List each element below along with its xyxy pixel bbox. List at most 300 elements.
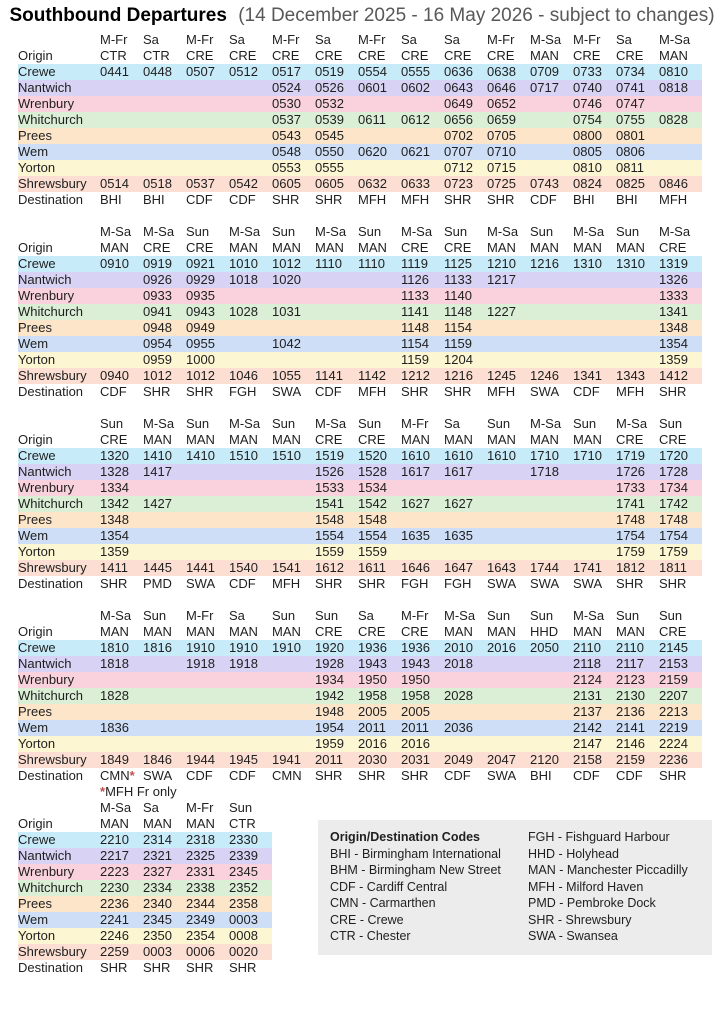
time-cell: 2345 xyxy=(229,864,258,879)
footnote-line xyxy=(100,784,724,800)
day-header-cell: Sa xyxy=(616,32,632,47)
time-cell xyxy=(186,96,229,112)
time-cell: 0530 xyxy=(272,96,301,111)
time-cell: 1548 xyxy=(358,512,387,527)
time-cell: 2050 xyxy=(530,640,559,655)
time-cell xyxy=(143,528,186,544)
time-cell: 1010 xyxy=(229,256,258,271)
time-cell: 2142 xyxy=(573,720,602,735)
time-cell xyxy=(186,704,229,720)
day-header-cell: M-Fr xyxy=(100,32,128,47)
destination-cell: CDF xyxy=(100,384,127,399)
origin-code-cell: MAN xyxy=(229,624,258,639)
time-cell xyxy=(573,528,616,544)
time-cell: 1216 xyxy=(530,256,559,271)
destination-cell: SHR xyxy=(186,960,214,975)
time-cell xyxy=(530,272,573,288)
time-cell: 1754 xyxy=(659,528,688,543)
day-header-cell: Sun xyxy=(487,608,511,623)
time-cell: 0723 xyxy=(444,176,473,191)
destination-cell: SHR xyxy=(272,192,300,207)
time-cell: 0507 xyxy=(186,64,215,79)
time-cell: 2207 xyxy=(659,688,688,703)
day-header-row xyxy=(18,416,702,432)
time-cell: 1836 xyxy=(100,720,129,735)
origin-code-cell: MAN xyxy=(229,240,258,255)
row-label-blank xyxy=(18,32,100,48)
origin-code-cell: CRE xyxy=(616,432,644,447)
station-row-prees xyxy=(18,896,272,912)
station-name: Crewe xyxy=(18,64,56,79)
time-cell: 1341 xyxy=(659,304,688,319)
timetable-block-3 xyxy=(0,416,724,592)
origin-code-cell: MAN xyxy=(358,240,387,255)
time-cell: 0601 xyxy=(358,80,387,95)
legend-entry: FGH - Fishguard Harbour xyxy=(528,830,670,844)
time-cell: 0709 xyxy=(530,64,559,79)
time-cell: 1142 xyxy=(358,368,386,383)
time-cell: 0707 xyxy=(444,144,473,159)
time-cell xyxy=(229,480,272,496)
time-cell: 0824 xyxy=(573,176,602,191)
station-row-wem xyxy=(18,912,272,928)
time-cell: 2327 xyxy=(143,864,172,879)
origin-code-cell: CRE xyxy=(229,48,257,63)
time-cell xyxy=(530,736,573,752)
time-cell xyxy=(186,544,229,560)
destination-cell: SHR xyxy=(659,576,687,591)
time-cell xyxy=(229,720,272,736)
station-name: Shrewsbury xyxy=(18,560,87,575)
time-cell xyxy=(530,336,573,352)
day-header-cell: M-Sa xyxy=(573,224,605,239)
day-header-cell: M-Fr xyxy=(186,608,214,623)
destination-cell: CMN* xyxy=(100,768,135,783)
time-cell xyxy=(229,352,272,368)
time-cell: 1617 xyxy=(444,464,473,479)
time-cell: 1343 xyxy=(616,368,645,383)
time-cell: 0941 xyxy=(143,304,172,319)
time-cell: 2159 xyxy=(659,672,688,687)
time-cell xyxy=(401,512,444,528)
station-name: Wem xyxy=(18,912,49,927)
station-name: Nantwich xyxy=(18,272,72,287)
day-header-cell: M-Sa xyxy=(229,224,261,239)
time-cell xyxy=(229,144,272,160)
time-cell: 1410 xyxy=(186,448,215,463)
destination-row xyxy=(18,576,702,592)
origin-code-cell: MAN xyxy=(487,240,516,255)
time-cell: 1540 xyxy=(229,560,258,575)
time-cell: 2358 xyxy=(229,896,258,911)
station-name: Prees xyxy=(18,896,52,911)
time-cell: 1627 xyxy=(401,496,430,511)
time-cell xyxy=(229,672,272,688)
origin-code-cell: MAN xyxy=(186,624,215,639)
destination-cell: SHR xyxy=(444,384,472,399)
time-cell: 1643 xyxy=(487,560,516,575)
time-cell: 2030 xyxy=(358,752,387,767)
time-cell xyxy=(358,96,401,112)
time-cell: 0919 xyxy=(143,256,172,271)
time-cell xyxy=(186,736,229,752)
time-cell: 0747 xyxy=(616,96,645,111)
time-cell: 0542 xyxy=(229,176,258,191)
station-row-wrenbury xyxy=(18,672,702,688)
time-cell xyxy=(143,160,186,176)
station-row-crewe xyxy=(18,256,702,272)
time-cell xyxy=(143,704,186,720)
time-cell: 2219 xyxy=(659,720,688,735)
time-cell: 2223 xyxy=(100,864,129,879)
station-row-whitchurch xyxy=(18,496,702,512)
time-cell xyxy=(487,528,530,544)
day-header-row xyxy=(18,608,702,624)
time-cell: 2016 xyxy=(401,736,430,751)
time-cell: 0811 xyxy=(616,160,644,175)
time-cell xyxy=(444,480,487,496)
time-cell xyxy=(100,272,143,288)
origin-code-cell: CTR xyxy=(143,48,170,63)
time-cell xyxy=(272,496,315,512)
time-cell: 0008 xyxy=(229,928,258,943)
time-cell xyxy=(100,144,143,160)
origin-label: Origin xyxy=(18,624,53,639)
day-header-cell: Sun xyxy=(100,416,124,431)
station-row-wrenbury xyxy=(18,96,702,112)
time-cell: 1936 xyxy=(358,640,387,655)
timetable-block-4 xyxy=(0,608,724,800)
origin-header-row xyxy=(18,432,702,448)
destination-label: Destination xyxy=(18,960,84,975)
origin-code-cell: MAN xyxy=(272,624,301,639)
time-cell: 1759 xyxy=(616,544,645,559)
time-cell: 1744 xyxy=(530,560,559,575)
time-cell xyxy=(616,272,659,288)
row-label-blank xyxy=(18,608,100,624)
day-header-cell: Sun xyxy=(659,608,683,623)
destination-cell: MFH xyxy=(659,192,688,207)
time-cell: 1141 xyxy=(401,304,429,319)
time-cell: 0532 xyxy=(315,96,344,111)
station-name: Crewe xyxy=(18,256,56,271)
time-cell xyxy=(573,544,616,560)
time-cell xyxy=(487,672,530,688)
time-cell: 1754 xyxy=(616,528,645,543)
time-cell: 0555 xyxy=(401,64,430,79)
destination-cell: CDF xyxy=(186,192,213,207)
time-cell: 0659 xyxy=(487,112,516,127)
station-row-nantwich xyxy=(18,464,702,480)
time-cell xyxy=(444,512,487,528)
time-cell: 1140 xyxy=(444,288,472,303)
day-header-cell: Sun xyxy=(444,224,468,239)
origin-code-cell: CRE xyxy=(401,240,429,255)
time-cell xyxy=(229,464,272,480)
time-cell xyxy=(186,144,229,160)
time-cell xyxy=(530,720,573,736)
time-cell xyxy=(487,704,530,720)
origin-code-cell: CRE xyxy=(573,48,601,63)
time-cell: 1816 xyxy=(143,640,172,655)
origin-code-cell: MAN xyxy=(530,240,559,255)
time-cell: 2325 xyxy=(186,848,215,863)
time-cell xyxy=(143,720,186,736)
time-cell: 1348 xyxy=(100,512,129,527)
day-header-cell: M-Sa xyxy=(100,608,132,623)
station-name: Crewe xyxy=(18,448,56,463)
time-cell: 0524 xyxy=(272,80,301,95)
time-cell xyxy=(573,320,616,336)
time-cell: 2159 xyxy=(616,752,645,767)
day-header-cell: Sun xyxy=(530,608,554,623)
time-cell: 2213 xyxy=(659,704,688,719)
time-cell: 1959 xyxy=(315,736,344,751)
time-cell xyxy=(229,320,272,336)
station-name: Yorton xyxy=(18,160,56,175)
legend-entry: SWA - Swansea xyxy=(528,929,618,943)
time-cell xyxy=(229,128,272,144)
time-cell: 1748 xyxy=(616,512,645,527)
time-cell xyxy=(530,704,573,720)
time-cell: 1046 xyxy=(229,368,258,383)
day-header-cell: M-Sa xyxy=(659,32,691,47)
time-cell: 0940 xyxy=(100,368,129,383)
time-cell xyxy=(100,288,143,304)
time-cell: 1141 xyxy=(315,368,343,383)
origin-label: Origin xyxy=(18,816,53,831)
time-cell: 1554 xyxy=(315,528,344,543)
destination-cell: BHI xyxy=(530,768,552,783)
station-name: Wem xyxy=(18,528,49,543)
time-cell: 2005 xyxy=(358,704,387,719)
time-cell: 0537 xyxy=(186,176,215,191)
destination-cell: CDF xyxy=(530,192,557,207)
origin-code-cell: MAN xyxy=(143,624,172,639)
time-cell: 1635 xyxy=(444,528,473,543)
time-cell xyxy=(186,112,229,128)
day-header-cell: Sun xyxy=(358,224,382,239)
time-cell: 0633 xyxy=(401,176,430,191)
day-header-cell: Sun xyxy=(229,800,253,815)
time-cell: 1610 xyxy=(444,448,473,463)
station-row-prees xyxy=(18,320,702,336)
time-cell: 0543 xyxy=(272,128,301,143)
time-cell xyxy=(616,352,659,368)
destination-cell: SHR xyxy=(401,384,429,399)
time-cell: 0806 xyxy=(616,144,645,159)
time-cell: 2331 xyxy=(186,864,215,879)
station-name: Wrenbury xyxy=(18,480,75,495)
time-cell: 1541 xyxy=(272,560,301,575)
origin-code-cell: CRE xyxy=(659,432,687,447)
footnote-asterisk: * xyxy=(129,768,135,783)
time-cell xyxy=(401,96,444,112)
origin-code-cell: CRE xyxy=(358,48,386,63)
time-cell: 1148 xyxy=(401,320,429,335)
origin-code-cell: CRE xyxy=(659,624,687,639)
time-cell: 0825 xyxy=(616,176,645,191)
destination-cell: FGH xyxy=(444,576,472,591)
time-cell: 1627 xyxy=(444,496,473,511)
destination-cell: CDF xyxy=(444,768,471,783)
legend-entry: MFH - Milford Haven xyxy=(528,879,644,894)
day-header-cell: M-Sa xyxy=(616,416,648,431)
time-cell xyxy=(573,512,616,528)
origin-code-cell: MAN xyxy=(272,432,301,447)
day-header-cell: M-Sa xyxy=(100,224,132,239)
time-cell xyxy=(229,528,272,544)
station-row-shrewsbury xyxy=(18,752,702,768)
origin-code-cell: MAN xyxy=(573,624,602,639)
time-cell: 1910 xyxy=(186,640,215,655)
time-cell xyxy=(272,528,315,544)
time-cell: 0448 xyxy=(143,64,172,79)
origin-code-cell: MAN xyxy=(100,240,129,255)
time-cell: 0652 xyxy=(487,96,516,111)
day-header-cell: M-Sa xyxy=(143,416,175,431)
time-cell: 2028 xyxy=(444,688,473,703)
time-cell: 1944 xyxy=(186,752,215,767)
time-cell: 2314 xyxy=(143,832,172,847)
day-header-cell: M-Sa xyxy=(143,224,175,239)
day-header-cell: Sun xyxy=(143,608,167,623)
station-name: Whitchurch xyxy=(18,880,84,895)
day-header-cell: Sun xyxy=(487,416,511,431)
destination-cell: SHR xyxy=(358,768,386,783)
footnote-asterisk: * xyxy=(100,784,106,799)
origin-header-row xyxy=(18,816,272,832)
time-cell: 1110 xyxy=(315,256,342,271)
time-cell xyxy=(272,464,315,480)
time-cell: 0517 xyxy=(272,64,301,79)
time-cell xyxy=(186,128,229,144)
time-cell: 0553 xyxy=(272,160,301,175)
day-header-cell: Sa xyxy=(315,32,331,47)
time-cell: 1411 xyxy=(100,560,128,575)
time-cell xyxy=(100,96,143,112)
time-cell xyxy=(143,672,186,688)
destination-cell: SHR xyxy=(315,768,343,783)
time-cell: 2330 xyxy=(229,832,258,847)
time-cell: 0810 xyxy=(659,64,688,79)
time-cell: 1342 xyxy=(100,496,129,511)
time-cell: 1216 xyxy=(444,368,473,383)
time-cell: 2010 xyxy=(444,640,473,655)
destination-cell: MFH xyxy=(358,384,387,399)
time-cell: 1348 xyxy=(659,320,688,335)
time-cell: 0715 xyxy=(487,160,516,175)
time-cell: 1359 xyxy=(659,352,688,367)
time-cell: 0646 xyxy=(487,80,516,95)
time-cell xyxy=(487,480,530,496)
destination-cell: FGH xyxy=(229,384,257,399)
time-cell: 2352 xyxy=(229,880,258,895)
time-cell: 1726 xyxy=(616,464,645,479)
day-header-cell: Sa xyxy=(444,416,460,431)
time-cell: 1548 xyxy=(315,512,344,527)
time-cell: 0605 xyxy=(315,176,344,191)
time-cell xyxy=(272,512,315,528)
time-cell: 1954 xyxy=(315,720,344,735)
time-cell: 2011 xyxy=(358,720,386,735)
time-cell: 1354 xyxy=(659,336,688,351)
time-cell xyxy=(315,304,358,320)
day-header-cell: M-Sa xyxy=(487,224,519,239)
time-cell: 1742 xyxy=(659,496,688,511)
origin-label: Origin xyxy=(18,432,53,447)
day-header-cell: M-Fr xyxy=(401,416,429,431)
time-cell: 0539 xyxy=(315,112,344,127)
day-header-cell: Sa xyxy=(444,32,460,47)
time-cell: 0441 xyxy=(100,64,129,79)
time-cell xyxy=(272,720,315,736)
origin-code-cell: MAN xyxy=(616,240,645,255)
time-cell: 1110 xyxy=(358,256,385,271)
time-cell: 2349 xyxy=(186,912,215,927)
destination-cell: SHR xyxy=(444,192,472,207)
time-cell: 1526 xyxy=(315,464,344,479)
origin-code-cell: MAN xyxy=(487,624,516,639)
title-subtitle: (14 December 2025 - 16 May 2026 - subject to changes) xyxy=(238,5,715,26)
destination-cell: SHR xyxy=(186,384,214,399)
time-cell: 0754 xyxy=(573,112,602,127)
time-cell: 1958 xyxy=(401,688,430,703)
time-cell: 2344 xyxy=(186,896,215,911)
time-cell: 2217 xyxy=(100,848,129,863)
destination-cell: SWA xyxy=(487,768,517,783)
station-row-yorton xyxy=(18,544,702,560)
time-cell: 2110 xyxy=(616,640,644,655)
time-cell xyxy=(143,112,186,128)
time-cell xyxy=(530,288,573,304)
time-cell xyxy=(358,336,401,352)
time-cell xyxy=(487,496,530,512)
origin-code-cell: MAN xyxy=(186,816,215,831)
destination-cell: SWA xyxy=(573,576,603,591)
day-header-cell: M-Sa xyxy=(530,32,562,47)
station-name: Yorton xyxy=(18,544,56,559)
time-cell: 0846 xyxy=(659,176,688,191)
time-cell xyxy=(616,336,659,352)
time-cell xyxy=(573,464,616,480)
time-cell xyxy=(530,96,573,112)
destination-cell: CDF xyxy=(186,768,213,783)
legend-entry: CMN - Carmarthen xyxy=(330,896,436,910)
station-row-crewe xyxy=(18,448,702,464)
time-cell: 2340 xyxy=(143,896,172,911)
time-cell: 0717 xyxy=(530,80,559,95)
destination-cell: CMN xyxy=(272,768,302,783)
time-cell xyxy=(186,496,229,512)
time-cell: 2210 xyxy=(100,832,129,847)
time-cell: 0611 xyxy=(358,112,386,127)
time-cell: 1812 xyxy=(616,560,645,575)
time-cell xyxy=(616,288,659,304)
time-cell xyxy=(143,128,186,144)
destination-cell: MFH xyxy=(616,384,645,399)
time-cell xyxy=(229,336,272,352)
time-cell: 2224 xyxy=(659,736,688,751)
destination-row xyxy=(18,768,702,784)
origin-code-cell: CRE xyxy=(315,48,343,63)
day-header-row xyxy=(18,800,272,816)
time-cell: 0810 xyxy=(573,160,602,175)
station-name: Yorton xyxy=(18,352,56,367)
time-cell: 1849 xyxy=(100,752,129,767)
title-main: Southbound Departures xyxy=(9,5,227,26)
time-cell: 1334 xyxy=(100,480,129,495)
